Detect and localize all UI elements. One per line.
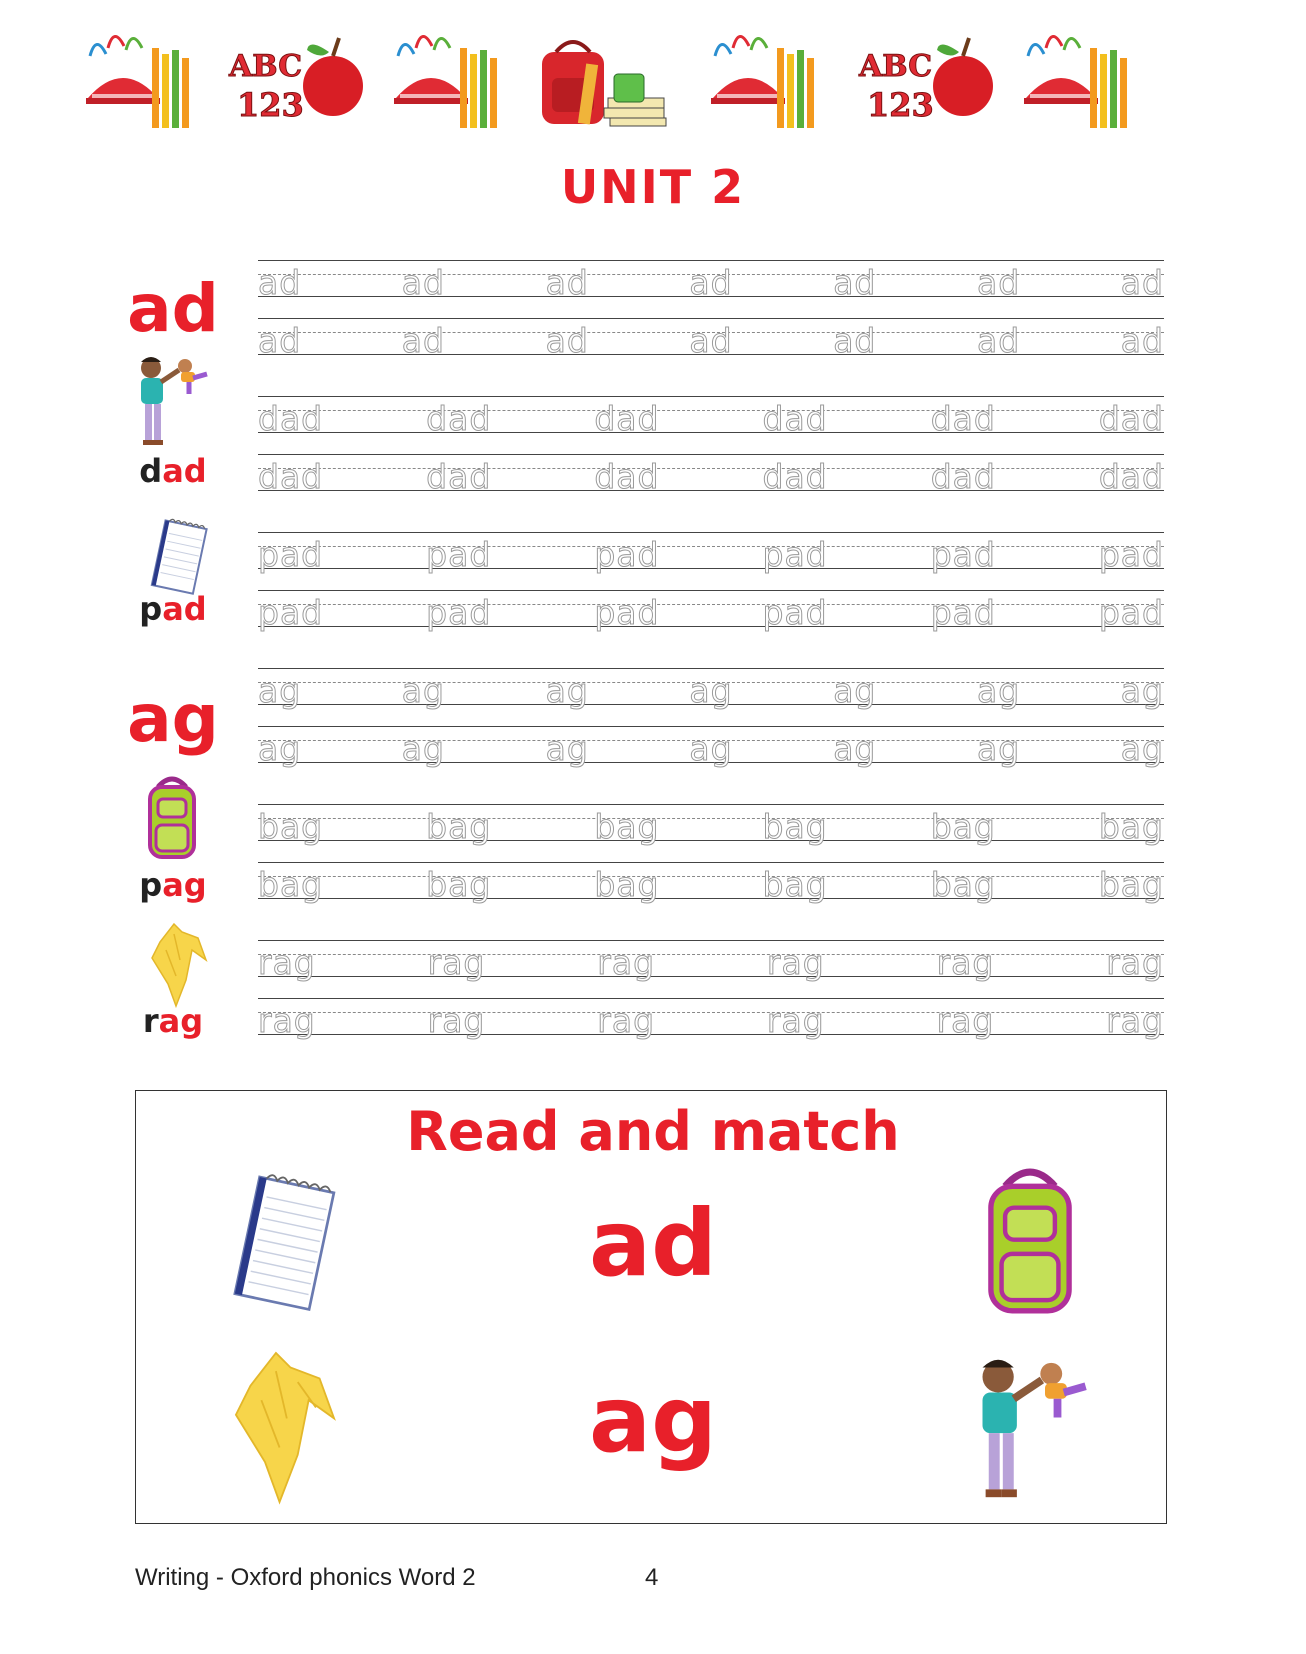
trace-word: bag <box>1098 865 1164 904</box>
trace-word: ag <box>689 671 733 710</box>
trace-word: pad <box>1098 535 1164 574</box>
word-pad-label: pad <box>139 590 207 628</box>
trace-word: ag <box>833 729 877 768</box>
trace-word: dad <box>258 399 324 438</box>
tracing-row-ad <box>258 260 1164 304</box>
backpack-icon <box>975 1165 1085 1325</box>
notepad-icon <box>148 518 210 598</box>
trace-word: ad <box>976 263 1021 302</box>
trace-word: rag <box>597 1001 656 1040</box>
trace-word: ad <box>689 263 733 302</box>
yellow-rag-icon <box>146 920 212 1010</box>
trace-word: ag <box>833 671 877 710</box>
trace-word: pad <box>930 535 996 574</box>
footer-text: Writing - Oxford phonics Word 2 <box>135 1564 476 1591</box>
trace-word: pad <box>258 535 324 574</box>
tracing-row-pad <box>258 590 1164 634</box>
trace-word: dad <box>594 399 660 438</box>
trace-word: ad <box>545 263 589 302</box>
abc-123-apple-icon <box>225 28 365 138</box>
trace-word: rag <box>597 943 656 982</box>
word-pag-label: pag <box>139 866 207 904</box>
trace-word: bag <box>762 807 828 846</box>
tracing-row-rag <box>258 940 1164 984</box>
dad-lifting-baby-icon <box>133 352 213 452</box>
trace-word: rag <box>427 1001 486 1040</box>
trace-word: bag <box>594 865 660 904</box>
trace-word: pad <box>426 535 492 574</box>
trace-word: ag <box>545 671 589 710</box>
paperclip-pencils-icon <box>388 28 528 138</box>
word-dad-label: dad <box>139 452 207 490</box>
trace-word: ag <box>258 671 302 710</box>
backpack-icon <box>142 775 202 865</box>
trace-word: bag <box>426 807 492 846</box>
trace-word: rag <box>1106 943 1164 982</box>
trace-word: bag <box>1098 807 1164 846</box>
trace-word: ad <box>258 263 302 302</box>
svg-text:123: 123 <box>237 86 304 124</box>
tracing-row-ag <box>258 668 1164 712</box>
trace-word: ag <box>689 729 733 768</box>
match-title: Read and match <box>406 1100 900 1163</box>
trace-word: dad <box>930 399 996 438</box>
trace-word: rag <box>427 943 486 982</box>
trace-word: bag <box>258 807 324 846</box>
trace-word: dad <box>762 457 828 496</box>
trace-word: rag <box>258 943 316 982</box>
tracing-row-dad <box>258 454 1164 498</box>
tracing-row-ad <box>258 318 1164 362</box>
trace-word: pad <box>1098 593 1164 632</box>
trace-word: bag <box>930 865 996 904</box>
trace-word: rag <box>1106 1001 1164 1040</box>
svg-text:123: 123 <box>867 86 934 124</box>
trace-word: ad <box>1120 263 1164 302</box>
trace-word: ad <box>545 321 589 360</box>
trace-word: ag <box>401 729 445 768</box>
trace-word: ad <box>833 321 877 360</box>
tracing-row-dad <box>258 396 1164 440</box>
match-word-ag: ag <box>589 1366 717 1473</box>
trace-word: ag <box>1120 671 1164 710</box>
trace-word: ad <box>258 321 302 360</box>
trace-word: ad <box>1120 321 1164 360</box>
trace-word: dad <box>426 399 492 438</box>
trace-word: ag <box>401 671 445 710</box>
unit-title: UNIT 2 <box>560 160 746 214</box>
header-banner <box>80 28 1210 143</box>
trace-word: dad <box>426 457 492 496</box>
match-word-ad: ad <box>589 1190 717 1297</box>
trace-word: rag <box>936 943 995 982</box>
trace-word: dad <box>762 399 828 438</box>
trace-word: bag <box>930 807 996 846</box>
phonogram-ag-label: ag <box>127 680 219 757</box>
trace-word: pad <box>594 593 660 632</box>
trace-word: ag <box>976 671 1021 710</box>
svg-text:ABC: ABC <box>229 49 303 84</box>
trace-word: ad <box>401 321 445 360</box>
trace-word: pad <box>930 593 996 632</box>
trace-word: rag <box>936 1001 995 1040</box>
trace-word: ag <box>976 729 1021 768</box>
svg-text:ABC: ABC <box>859 49 933 84</box>
trace-word: dad <box>1098 399 1164 438</box>
backpack-books-icon <box>538 28 678 138</box>
trace-word: pad <box>762 535 828 574</box>
trace-word: dad <box>1098 457 1164 496</box>
paperclip-pencils-icon <box>705 28 845 138</box>
trace-word: pad <box>426 593 492 632</box>
tracing-row-pad <box>258 532 1164 576</box>
trace-word: rag <box>766 1001 825 1040</box>
trace-word: ag <box>1120 729 1164 768</box>
notepad-icon <box>228 1170 340 1320</box>
phonogram-ad-label: ad <box>127 270 219 347</box>
trace-word: ag <box>258 729 302 768</box>
trace-word: dad <box>594 457 660 496</box>
dad-lifting-baby-icon <box>970 1350 1095 1510</box>
trace-word: ad <box>401 263 445 302</box>
trace-word: pad <box>258 593 324 632</box>
paperclip-pencils-icon <box>80 28 220 138</box>
trace-word: pad <box>762 593 828 632</box>
yellow-rag-icon <box>225 1345 345 1510</box>
trace-word: dad <box>258 457 324 496</box>
tracing-row-rag <box>258 998 1164 1042</box>
abc-123-apple-icon <box>855 28 995 138</box>
trace-word: ad <box>833 263 877 302</box>
paperclip-pencils-icon <box>1018 28 1158 138</box>
tracing-row-ag <box>258 726 1164 770</box>
tracing-row-pag <box>258 862 1164 906</box>
trace-word: bag <box>426 865 492 904</box>
trace-word: ad <box>976 321 1021 360</box>
trace-word: dad <box>930 457 996 496</box>
trace-word: ag <box>545 729 589 768</box>
trace-word: rag <box>258 1001 316 1040</box>
trace-word: bag <box>258 865 324 904</box>
trace-word: rag <box>766 943 825 982</box>
page-number: 4 <box>645 1564 659 1591</box>
trace-word: ad <box>689 321 733 360</box>
trace-word: pad <box>594 535 660 574</box>
trace-word: bag <box>594 807 660 846</box>
word-rag-label: rag <box>142 1002 204 1040</box>
tracing-row-pag <box>258 804 1164 848</box>
trace-word: bag <box>762 865 828 904</box>
